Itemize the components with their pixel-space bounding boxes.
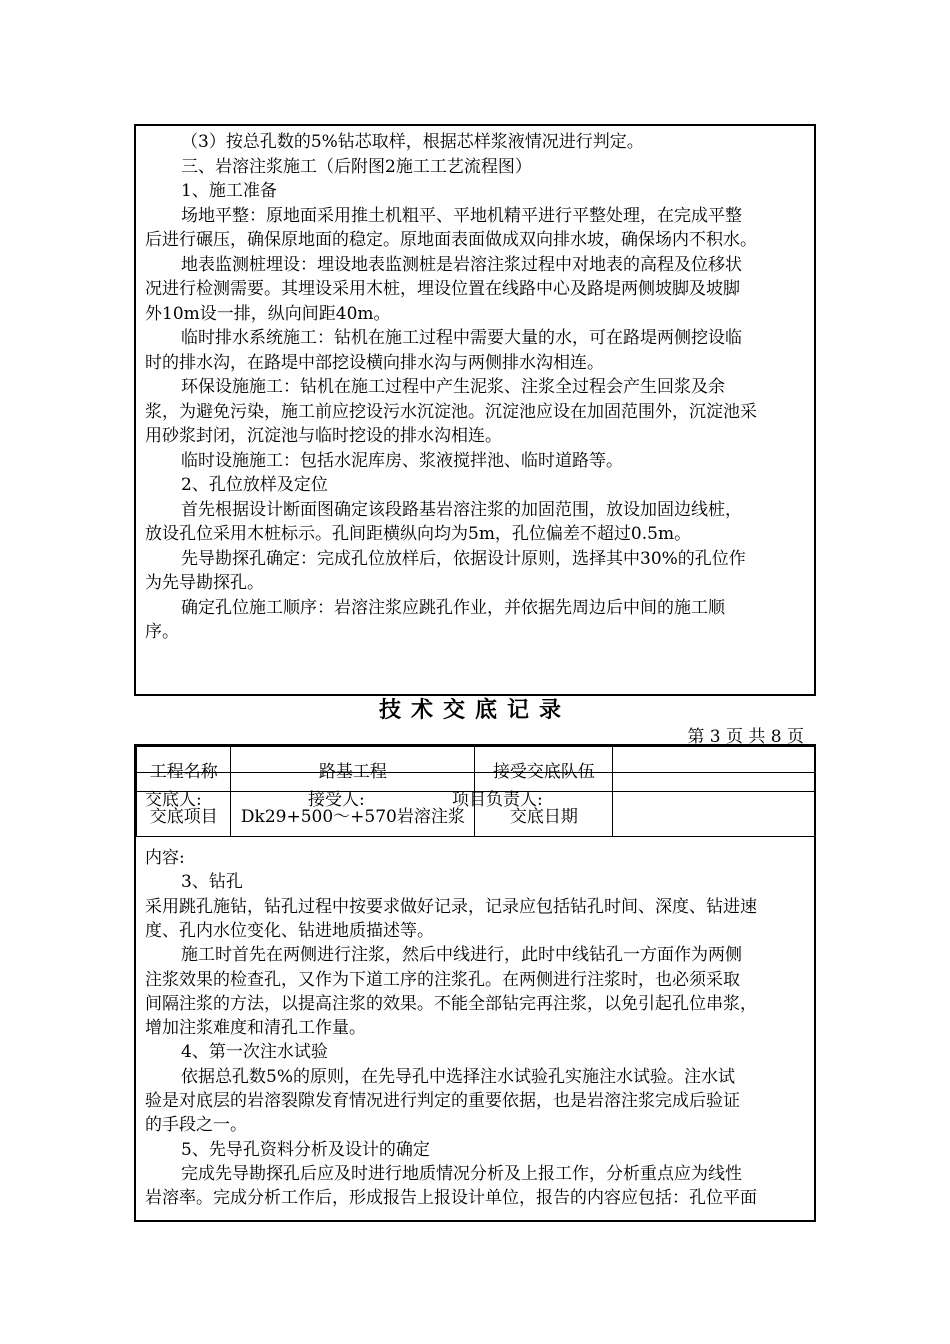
- text-line: 岩溶率。完成分析工作后，形成报告上报设计单位，报告的内容应包括：孔位平面: [145, 1188, 757, 1209]
- text-line: 放设孔位采用木桩标示。孔间距横纵向均为5m，孔位偏差不超过0.5m。: [145, 524, 692, 544]
- text-line: 验是对底层的岩溶裂隙发育情况进行判定的重要依据，也是岩溶注浆完成后验证: [145, 1091, 740, 1111]
- text-line: 地表监测桩埋设：埋设地表监测桩是岩溶注浆过程中对地表的高程及位移状: [181, 254, 742, 275]
- team-label: 接受交底队伍: [475, 747, 613, 792]
- text-line: 4、第一次注水试验: [181, 1042, 328, 1063]
- date-value: [613, 792, 814, 837]
- text-line: 况进行检测需要。其埋设采用木桩，埋设位置在线路中心及路堤两侧坡脚及坡脚: [145, 279, 740, 299]
- item-value: Dk29+500～+570岩溶注浆: [231, 792, 475, 837]
- text-line: 注浆效果的检查孔，又作为下道工序的注浆孔。在两侧进行注浆时，也必须采取: [145, 969, 740, 990]
- text-line: 三、岩溶注浆施工（后附图2施工工艺流程图）: [181, 156, 532, 177]
- project-value: 路基工程: [231, 747, 475, 792]
- text-line: 临时设施施工：包括水泥库房、浆液搅拌池、临时道路等。: [181, 450, 623, 471]
- text-line: 依据总孔数5%的原则，在先导孔中选择注水试验孔实施注水试验。注水试: [181, 1066, 735, 1087]
- giver-label: 交底人:: [145, 790, 202, 810]
- text-line: （3）按总孔数的5%钻芯取样，根据芯样浆液情况进行判定。: [181, 132, 644, 152]
- text-line: 首先根据设计断面图确定该段路基岩溶注浆的加固范围，放设加固边线桩，: [181, 499, 742, 520]
- text-line: 2、孔位放样及定位: [181, 475, 328, 495]
- text-line: 增加注浆难度和清孔工作量。: [145, 1018, 366, 1039]
- text-line: 内容:: [145, 848, 185, 868]
- text-line: 间隔注浆的方法，以提高注浆的效果。不能全部钻完再注浆，以免引起孔位串浆，: [145, 993, 757, 1014]
- text-line: 序。: [145, 622, 179, 642]
- text-line: 临时排水系统施工：钻机在施工过程中需要大量的水，可在路堤两侧挖设临: [181, 328, 742, 348]
- text-line: 场地平整：原地面采用推土机粗平、平地机精平进行平整处理，在完成平整: [181, 205, 742, 226]
- text-line: 3、钻孔: [181, 872, 243, 893]
- text-line: 采用跳孔施钻，钻孔过程中按要求做好记录，记录应包括钻孔时间、深度、钻进速: [145, 896, 757, 917]
- text-line: 完成先导勘探孔后应及时进行地质情况分析及上报工作，分析重点应为线性: [181, 1163, 742, 1184]
- info-table: [136, 746, 814, 837]
- text-line: 浆，为避免污染，施工前应挖设污水沉淀池。沉淀池应设在加固范围外，沉淀池采: [145, 401, 757, 422]
- text-line: 1、施工准备: [181, 181, 277, 201]
- date-label: 交底日期: [475, 792, 613, 837]
- team-value: [613, 747, 814, 792]
- text-line: 施工时首先在两侧进行注浆，然后中线进行，此时中线钻孔一方面作为两侧: [181, 945, 742, 966]
- text-line: 外10m设一排，纵向间距40m。: [145, 303, 391, 324]
- text-line: 5、先导孔资料分析及设计的确定: [181, 1139, 430, 1160]
- text-line: 后进行碾压，确保原地面的稳定。原地面表面做成双向排水坡，确保场内不积水。: [145, 230, 757, 250]
- text-line: 的手段之一。: [145, 1115, 247, 1136]
- receiver-label: 接受人:: [308, 790, 365, 810]
- text-line: 度、孔内水位变化、钻进地质描述等。: [145, 920, 434, 941]
- text-line: 用砂浆封闭，沉淀池与临时挖设的排水沟相连。: [145, 426, 502, 446]
- text-line: 先导勘探孔确定：完成孔位放样后，依据设计原则，选择其中30%的孔位作: [181, 548, 746, 569]
- content-box-bottom: [134, 744, 816, 1222]
- text-line: 时的排水沟，在路堤中部挖设横向排水沟与两侧排水沟相连。: [145, 352, 604, 373]
- item-label: 交底项目: [137, 792, 231, 837]
- text-line: 为先导勘探孔。: [145, 573, 264, 593]
- text-line: 环保设施施工：钻机在施工过程中产生泥浆、注浆全过程会产生回浆及余: [181, 377, 725, 397]
- manager-label: 项目负责人:: [452, 790, 543, 810]
- page-title: 技术交底记录: [378, 697, 571, 723]
- text-line: 确定孔位施工顺序：岩溶注浆应跳孔作业，并依据先周边后中间的施工顺: [181, 597, 725, 618]
- project-label: 工程名称: [137, 747, 231, 792]
- page-number: 第 3 页 共 8 页: [687, 727, 804, 747]
